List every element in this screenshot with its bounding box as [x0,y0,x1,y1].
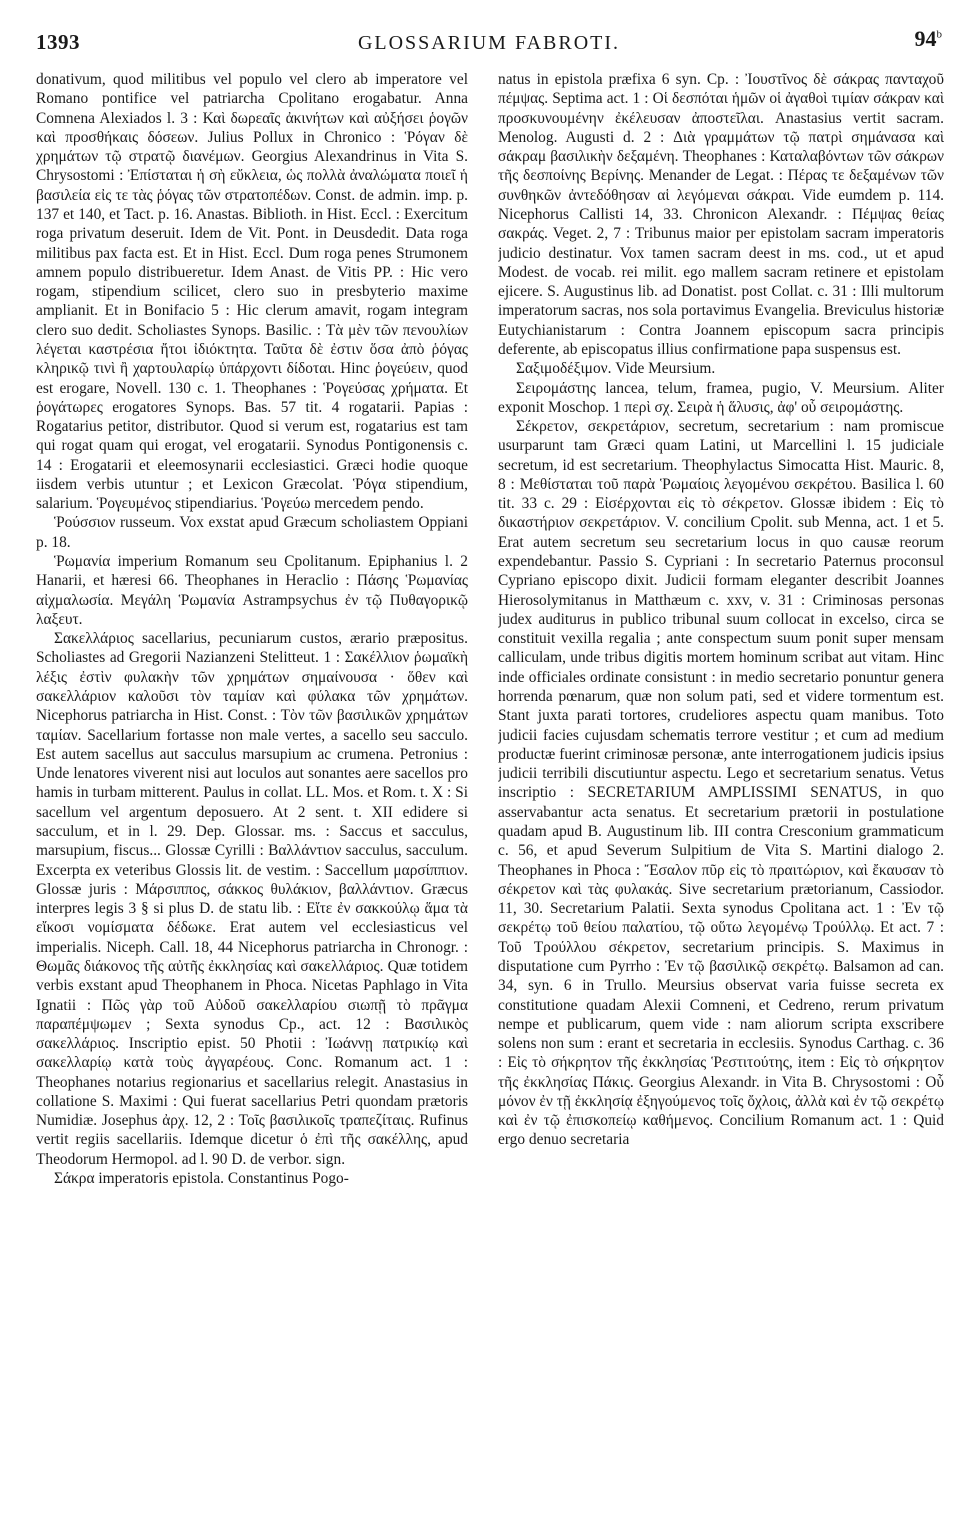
page-number-right-sup: b [936,28,942,41]
entry-sekreton: Σέκρετον, σεκρετάριον, secretum, secretarium : nam promiscue usurparunt tam Græci quam Latini, ut Marcellini l. 15 judiciale secretum, id est secretarium. Theophylactus Simocatta Hist. Mauric. 8, 8 : Μεθίσταται τοῦ παρὰ Ῥωμαίοις λεγομένου σεκρέτου. Basilica l. 60 tit. 33 c. 29 : Εἰσέρχονται εἰς τὸ σέκρετον. Glossæ ibidem : Εἰς τὸ δικαστήριον σεκρετάριον. V. concilium Cpolit. sub Menna, act. 1 et 5. Erat autem secretum seu secretarium locus in quo causæ reorum expendebantur. Passio S. Cypriani : In secretario Paternus proconsul Cypriano episcopo dixit. Judicii formam eleganter describit Joannes Hierosolymitanus in Matthæum c. xxv, v. 31 : Criminosas personas judex auditurus in publico tribunal suum collocat in excelso, circa se constituit vexilla regalia ; ante conspectum suum ponit super mensam calliculam, unde tribus digitis mortem hominum scribat aut vitam. Hinc inde officiales ordinate consistunt : in medio secretario ponuntur genera horrenda pœnarum, quæ non solum pati, sed et videre tormentum est. Stant juxta parati tortores, crudeliores aspectu quam manibus. Toto judicii facies cujusdam schematis terrore vestitur ; et cum ad medium productæ fuerint criminosæ personæ, ante interrogationem judicis ipsius judicii terribili discutiuntur aspectu. Lego et secretarium senatus. Vetus inscriptio : SECRETARIUM AMPLISSIMI SENATUS, in quo asservabantur acta senatus. Et secretarium prætorii in postulatione quadam apud B. Augustinum lib. III contra Cresconium grammaticum c. 56, et apud Severum Sulpitium de Vita S. Martini dialogo 2. Theophanes in Phoca : Ἔσαλον πῦρ εἰς τὸ πραιτώριον, καὶ ἔκαυσαν τὸ σέκρετον καὶ τὰς φυλακάς. Sive secretarium prætorianum, Cassiodor. 11, 30. Secretarium Palatii. Sexta synodus Cpolitana act. 1 : Ἐν τῷ σεκρέτῳ τοῦ θείου παλατίου, τῷ οὕτω λεγομένῳ Τρούλλῳ. Et act. 7 : Τοῦ Τρούλλου σέκρετον, secretarium principis. S. Maximus in disputatione cum Pyrrho : Ἐν τῷ βασιλικῷ σεκρέτῳ. Balsamon ad can. 34, syn. 6 in Trullo. Meursius observat varia fuisse secreta ex constitutione quadam Alexii Comneni, et Cedreno, rerum privatum nempe et publicarum, quem vide : nam aliorum scripta exscribere solens non sum : erant et secretaria in ecclesiis. Synodus Carthag. c. 36 : Εἰς τὸ σήκρητον τῆς ἐκκλησίας Ῥεστιτούτης, item : Εἰς τὸ σήκρητον τῆς ἐκκλησίας Πάκις. Georgius Alexandr. in Vita B. Chrysostomi : Οὗ μόνον ἐν τῇ ἐκκλησίᾳ ἐξηγούμενος τοῖς ὄχλοις, ἀλλὰ καὶ ἐν τῷ σεκρέτῳ καὶ ἐν τῷ ἐπισκοπείῳ καθήμενος. Concilium Romanum act. 1 : Quid ergo denuo secretaria [498,418,944,1149]
entry-seiromastes: Σειρομάστης lancea, telum, framea, pugio, V. Meursium. Aliter exponit Moschop. 1 περὶ σχ. Σειρὰ ἡ ἅλυσις, ἀφ' οὗ σειρομάστης. [498,379,944,416]
entry-roga-continued: donativum, quod militibus vel populo vel clero ab imperatore vel Romano pontifice vel patriarcha Cpolitano erogabatur. Anna Comnena Alexiados l. 3 : Καὶ δωρεαῖς ἀκινήτων καὶ αὐξήσει ῥογῶν καὶ προσθήκαις δόσεων. Julius Pollux in Chronico : Ῥόγαν δὲ χρημάτων τῷ στρατῷ διανέμων. Georgius Alexandrinus in Vita S. Chrysostomi : Ἐπίσταται ἡ σὴ εὔκλεια, ὡς πολλὰ ἀναλώματα ποιεῖ ἡ βασιλεία εἰς τε τὰς ῥόγας τῶν στρατοπέδων. Const. de admin. imp. p. 137 et 140, et Tact. p. 16. Anastas. Biblioth. in Hist. Eccl. : Exercitum roga privatum deseruit. Idem de Vit. Pont. in Deusdedit. Data roga militibus pax facta est. Et in Hist. Eccl. Dum roga penes Strumonem amnem populo distribueretur. Idem Anast. de Vitis PP. : Hic vero rogam, stipendium scilicet, clero suo in presbyterio maxime amplianit. Et in Bonifacio 5 : Hic clerum amavit, rogam integram clero suo dedit. Scholiastes Synops. Basilic. : Τὰ μὲν τῶν πενουλίων λέγεται καστρέσια ἤτοι ἰδιόκτητα. Ταῦτα δὲ ἐστιν ὅσα ἀπὸ ῥόγας κληρικῷ τινὶ ἢ χαρτουλαρίῳ ὑπάρχοντι δίδοται. Hinc ῥογεύειν, quod est erogare, Novell. 130 c. 1. Theophanes : Ῥογεύσας χρήματα. Et ῥογάτωρες erogatores Synops. Bas. 57 tit. 4 rogatarii. Papias : Rogatarius petitor, distributor. Quod si verum est, rogatarius est tam qui rogat quam qui erogat, vel erogatarii. Synodus Pontigonensis c. 14 : Erogatarii et eleemosynarii ecclesiastici. Græci hodie quoque iisdem verbis utuntur ; et Lexicon Græcolat. Ῥόγα stipendium, salarium. Ῥογευμένος stipendiarius. Ῥογεύω mercedem pendo. [36,71,468,513]
page-number-right [915,26,943,52]
left-column [36,70,468,1532]
entry-sakra-continued: natus in epistola præfixa 6 syn. Cp. : Ἰουστῖνος δὲ σάκρας πανταχοῦ πέμψας. Septima act. 1 : Οἱ δεσπόται ἡμῶν οἱ ἀγαθοὶ τιμίαν σάκραν καὶ προσκυνουμένην ἐκέλευσαν ἀποστεῖλαι. Anastasius vertit sacram. Menolog. Augusti d. 2 : Διὰ γραμμάτων τῷ πατρὶ σημάνασα καὶ σάκραμ βασιλικὴν δεξαμένη. Theophanes : Καταλαβόντων τῶν σάκρων τῆς δεσποίνης Βερίνης. Menander de Legat. : Πέρας τε δεξαμένων τῶν συνθηκῶν ἀντεδόθησαν αἱ λεγόμεναι σάκραι. Vide eumdem p. 114. Nicephorus Callisti 14, 33. Chronicon Alexandr. : Πέμψας θείας σακράς. Veget. 2, 7 : Tribunus maior per epistolam sacram imperatoris judicio destinatur. Vox tamen sacram deest in ms. cod., ut et apud Modest. de vocab. rei milit. ego mallem sacram retinere et epistolam ejicere. S. Augustinus lib. ad Donatist. post Collat. c. 31 : Illi multorum imperatorum sacras, nos sola portavimus Evangelia. Breviculus historiæ Eutychianistarum : Contra Joannem episcopum sacra principis deferente, ab episcopatus illius confirmatione papa suspensus est. [498,71,944,358]
right-column [498,70,944,1532]
entry-roussion: Ῥούσσιον russeum. Vox exstat apud Græcum scholiastem Oppiani p. 18. [36,514,468,551]
entry-saximodeximon: Σαξιμοδέξιμον. Vide Meursium. [516,360,716,378]
running-title: GLOSSARIUM FABROTI. [357,32,621,54]
page-number-right-value: 94 [914,26,937,51]
entry-sakra: Σάκρα imperatoris epistola. Constantinus Pogo- [54,1170,349,1188]
page-header [36,26,942,58]
entry-sakellarios: Σακελλάριος sacellarius, pecuniarum custos, ærario præpositus. Scholiastes ad Gregorii Nazianzeni Stelitteut. 1 : Σακέλλιον ῥωμαϊκὴ λέξις ἐστὶν φυλακὴν τῶν χρημάτων σημαίνουσα · ὅθεν καὶ σακελλάριον καλοῦσι τὸν ταμίαν καὶ φύλακα τῶν χρημάτων. Nicephorus patriarcha in Hist. Const. : Τὸν τῶν βασιλικῶν χρημάτων ταμίαν. Sacellarium fortasse non male vertes, a sacello seu sacculo. Est autem sacellus aut sacculus marsupium ac crumena. Petronius : Unde lenatores viverent nisi aut loculos aut sonantes aere sacellos pro hamis in turbam mitterent. Paulus in collat. LL. Mos. et Rom. t. X : Si sacellum vel argentum deposuero. At 2 sent. t. XII edidere si sacculum, et in l. 29. Dep. Glossar. ms. : Saccus et sacculus, marsupium, fiscus... Glossæ Cyrilli : Βαλλάντιον sacculus, sacculum. Excerpta ex veteribus Glossis lit. de vestim. : Saccellum μαρσίππιον. Glossæ juris : Μάρσιππος, σάκκος θυλάκιον, βαλλάντιον. Græcus interpres legis 3 § si plus D. de statu lib. : Εἴτε ἐν σακκούλῳ ἅμα τὰ εἴκοσι νομίσματα δέδωκε. Erat autem vel ecclesiasticus vel imperialis. Niceph. Call. 18, 44 Nicephorus patriarcha in Chronogr. : Θωμᾶς διάκονος τῆς αὐτῆς ἐκκλησίας καὶ σακελλάριος. Quæ totidem verbis exstant apud Theophanem in Phoca. Nicetas Paphlago in Vita Ignatii : Πῶς γὰρ τοῦ Αὐδοῦ σακελλαρίου σιωπῇ τὸ πρᾶγμα παραπέμψωμεν ; Sexta synodus Cp., act. 12 : Βασιλικὸς σακελλάριος. Inscriptio epist. 50 Photii : Ἰωάννῃ πατρικίῳ καὶ σακελλαρίῳ κατὰ τοὺς ἀγγαρέους. Conc. Romanum act. 1 : Theophanes notarius regionarius et sacellarius relegit. Anastasius in collatione S. Maximi : Qui fuerat sacellarius Petri quondam prætoris Numidiæ. Josephus ἀρχ. 12, 2 : Τοῖς βασιλικοῖς τραπεζίταις. Rufinus vertit regiis sacellariis. Idemque dicetur ὁ ἐπὶ τῆς σακέλλης, apud Theodorum Hermopol. ad l. 90 D. de verbor. sign. [36,630,468,1168]
page-number-left: 1393 [36,30,80,54]
entry-romania: Ῥωμανία imperium Romanum seu Cpolitanum. Epiphanius l. 2 Hanarii, et hæresi 66. Theophanes in Heraclio : Πάσης Ῥωμανίας αἰχμαλωσία. Μεγάλη Ῥωμανία Astrampsychus ἐν τῷ Πυθαγορικῷ λαξευτ. [36,553,468,628]
